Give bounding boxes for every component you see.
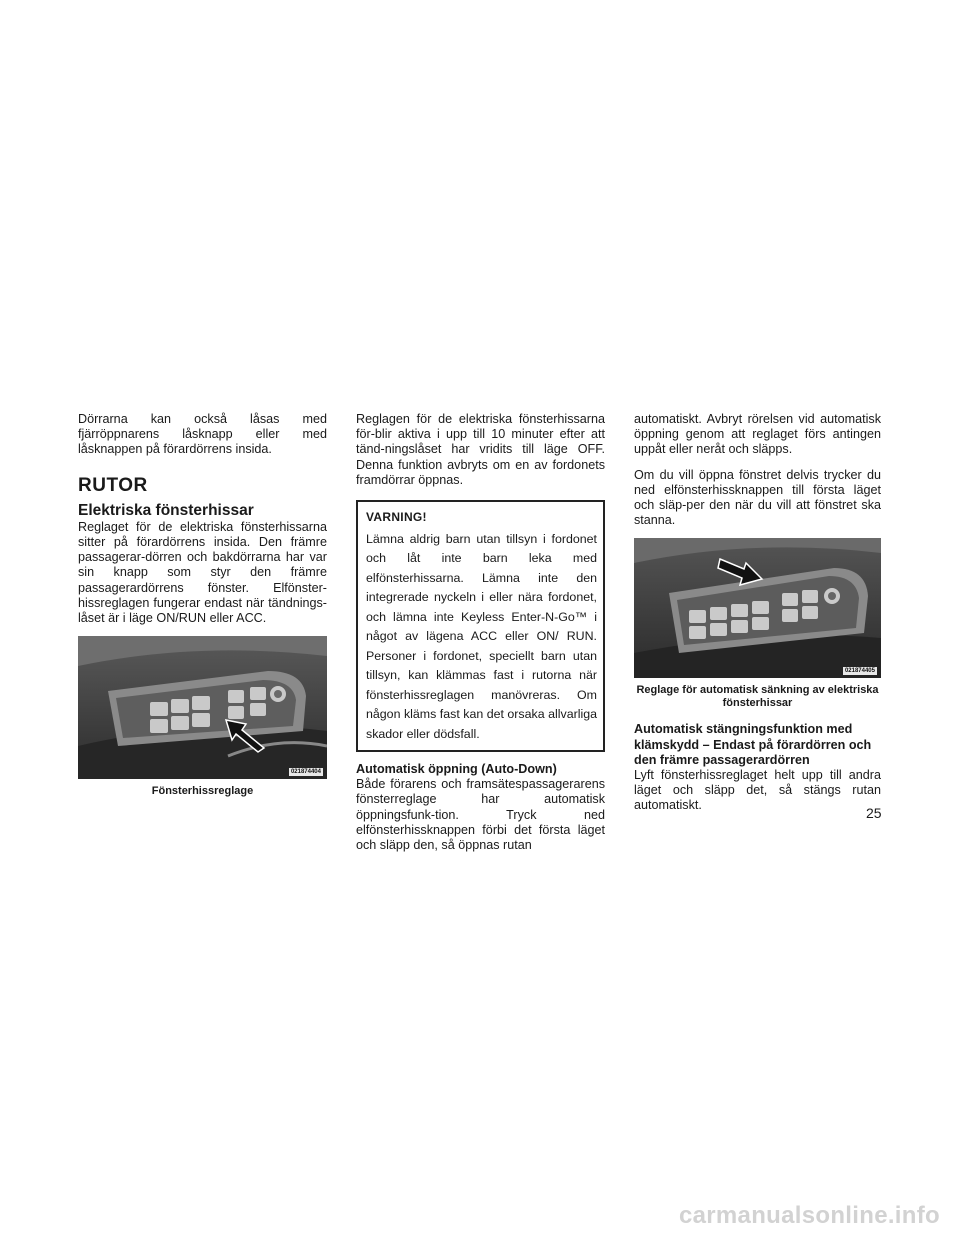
partial-open-paragraph: Om du vill öppna fönstret delvis trycker du ned elfönsterhissknappen till första läget och släp-per den när du vill att fönstret ska stanna. [634, 467, 881, 528]
auto-down-heading: Automatisk öppning (Auto-Down) [356, 762, 557, 777]
column-right [634, 412, 881, 824]
figure-code: 021874405 [844, 668, 875, 675]
auto-down-continuation: automatiskt. Avbryt rörelsen vid automatisk öppning genom att reglaget förs antingen uppåt eller neråt och släpps. [634, 412, 881, 457]
active-after-off-paragraph: Reglagen för de elektriska fönsterhissarna för-blir aktiva i upp till 10 minuter efter att tänd-ningslåset har vridits till läge OFF. Denna funktion avbryts om en av fordonets framdörrar öppnas. [356, 412, 605, 487]
subsection-heading: Elektriska fönsterhissar [78, 501, 254, 519]
arrow-icon [716, 553, 766, 589]
auto-down-switch-photo [634, 538, 881, 678]
arrow-icon [220, 714, 270, 754]
page-number: 25 [866, 805, 882, 821]
column-middle [356, 412, 605, 863]
figure-code: 021874404 [290, 769, 321, 776]
pinch-protection-heading: Automatisk stängningsfunktion med klämskydd – Endast på förardörren och den främre passagerardörren [634, 722, 872, 767]
pinch-protection-paragraph: Lyft fönsterhissreglaget helt upp till andra läget och släpp det, så stängs rutan automatiskt. [634, 768, 881, 813]
intro-paragraph: Dörrarna kan också låsas med fjärröppnarens låsknapp eller med låsknappen på förardörrens insida. [78, 412, 327, 457]
watermark: carmanualsonline.info [678, 1202, 940, 1229]
window-switch-photo [78, 636, 327, 779]
warning-title: VARNING! [366, 510, 427, 525]
figure-caption: Fönsterhissreglage [151, 785, 254, 798]
warning-box [356, 500, 605, 752]
section-heading: RUTOR [78, 474, 148, 496]
column-left [78, 412, 327, 798]
auto-down-paragraph: Både förarens och framsätespassagerarens fönsterreglage har automatisk öppningsfunk-tion. Tryck ned elfönsterhissknappen förbi det första läget och släpp den, så öppnas rutan [356, 777, 605, 853]
power-windows-paragraph: Reglaget för de elektriska fönsterhissarna sitter på förardörrens insida. Den främre passagerar-dörren och bakdörrarna har var sin knapp som styr den främre passagerardörrens fönster. Elfönster-hissreglagen fungerar endast när tändnings-låset är i läge ON/RUN eller ACC. [78, 519, 327, 626]
warning-text: Lämna aldrig barn utan tillsyn i fordonet och låt inte barn leka med elfönsterhissarna. Lämna inte den integrerade nyckeln i eller nära fordonet, och lämna inte Keyless Enter-N-Go™ i något av lägena ACC eller ON/ RUN. Personer i fordonet, speciellt barn utan tillsyn, kan klämmas fast i rutorna när fönsterhissreglagen manövreras. Om någon kläms fast kan det orsaka allvarliga skador eller dödsfall. [366, 531, 597, 741]
figure-caption: Reglage för automatisk sänkning av elektriska fönsterhissar [636, 684, 879, 710]
